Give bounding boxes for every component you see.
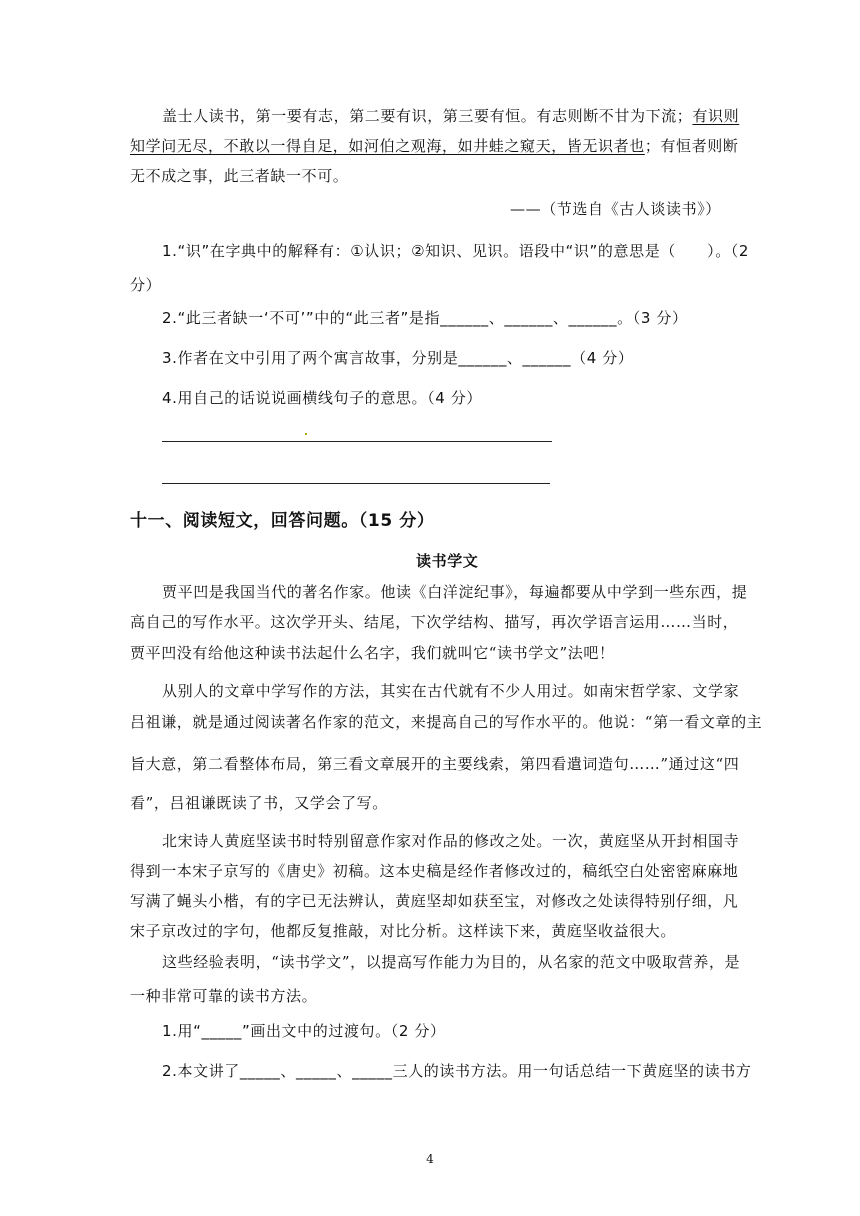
passage1-line3: 无不成之事，此三者缺一不可。 [130, 167, 349, 185]
p4-line2: 一种非常可靠的读书方法。 [130, 987, 318, 1005]
q1-line1: 1.“识”在字典中的解释有：①认识；②知识、见识。语段中“识”的意思是（ ）。（2 [162, 242, 750, 260]
passage1-line1-text: 盖士人读书，第一要有志，第二要有识，第三要有恒。有志则断不甘为下流； [162, 107, 693, 125]
page-number: 4 [426, 1152, 434, 1166]
p3-line1: 北宋诗人黄庭坚读书时特别留意作家对作品的修改之处。一次，黄庭坚从开封相国寺 [162, 832, 740, 850]
p1-line2: 高自己的写作水平。这次学开头、结尾，下次学结构、描写，再次学语言运用……当时， [130, 613, 739, 631]
q1-line2: 分） [130, 276, 162, 294]
q2-line: 2.“此三者缺一‘不可’”中的“此三者”是指______、______、______。（3 分） [162, 309, 688, 327]
passage1-source: ——（节选自《古人谈读书》） [510, 200, 721, 218]
passage1-line1 [162, 106, 739, 126]
passage1-line2 [130, 136, 738, 156]
stray-dot [305, 433, 307, 435]
p1-line3: 贾平凹没有给他这种读书法起什么名字，我们就叫它“读书学文”法吧！ [130, 644, 615, 662]
underlined-sentence-part2: 知学问无尽，不敢以一得自足，如河伯之观海，如井蛙之窥天，皆无识者也 [130, 137, 645, 155]
passage1-line2-text: ；有恒者则断 [644, 137, 739, 155]
p2-line2: 吕祖谦，就是通过阅读著名作家的范文，来提高自己的写作水平的。他说：“第一看文章的主 [130, 713, 763, 731]
p2-line1: 从别人的文章中学写作的方法，其实在古代就有不少人用过。如南宋哲学家、文学家 [162, 682, 740, 700]
p2-line4: 看”，吕祖谦既读了书，又学会了写。 [130, 794, 388, 812]
q4-line: 4.用自己的话说说画横线句子的意思。（4 分） [162, 389, 482, 407]
p2-line3: 旨大意，第二看整体布局，第三看文章展开的主要线索，第四看遣词造句……”通过这“四 [130, 755, 740, 773]
q3-line: 3.作者在文中引用了两个寓言故事，分别是______、______（4 分） [162, 349, 634, 367]
s11-q1: 1.用“_____”画出文中的过渡句。（2 分） [162, 1022, 446, 1040]
s11-q2: 2.本文讲了_____、_____、_____三人的读书方法。用一句话总结一下黄庭坚的读书方 [162, 1062, 752, 1080]
answer-line-1 [162, 441, 552, 442]
answer-line-2 [162, 483, 550, 484]
p3-line3: 写满了蝇头小楷，有的字已无法辨认，黄庭坚却如获至宝，对修改之处读得特别仔细，凡 [130, 892, 739, 910]
p3-line4: 宋子京改过的字句，他都反复推敲，对比分析。这样读下来，黄庭坚收益很大。 [130, 922, 677, 940]
p3-line2: 得到一本宋子京写的《唐史》初稿。这本史稿是经作者修改过的，稿纸空白处密密麻麻地 [130, 862, 739, 880]
p4-line1: 这些经验表明，“读书学文”，以提高写作能力为目的，从名家的范文中吸取营养，是 [162, 953, 741, 971]
article-title: 读书学文 [416, 552, 479, 570]
underlined-sentence-part1: 有识则 [692, 107, 740, 125]
section11-heading: 十一、阅读短文，回答问题。（15 分） [130, 511, 435, 531]
p1-line1: 贾平凹是我国当代的著名作家。他读《白洋淀纪事》，每遍都要从中学到一些东西，提 [162, 583, 748, 601]
